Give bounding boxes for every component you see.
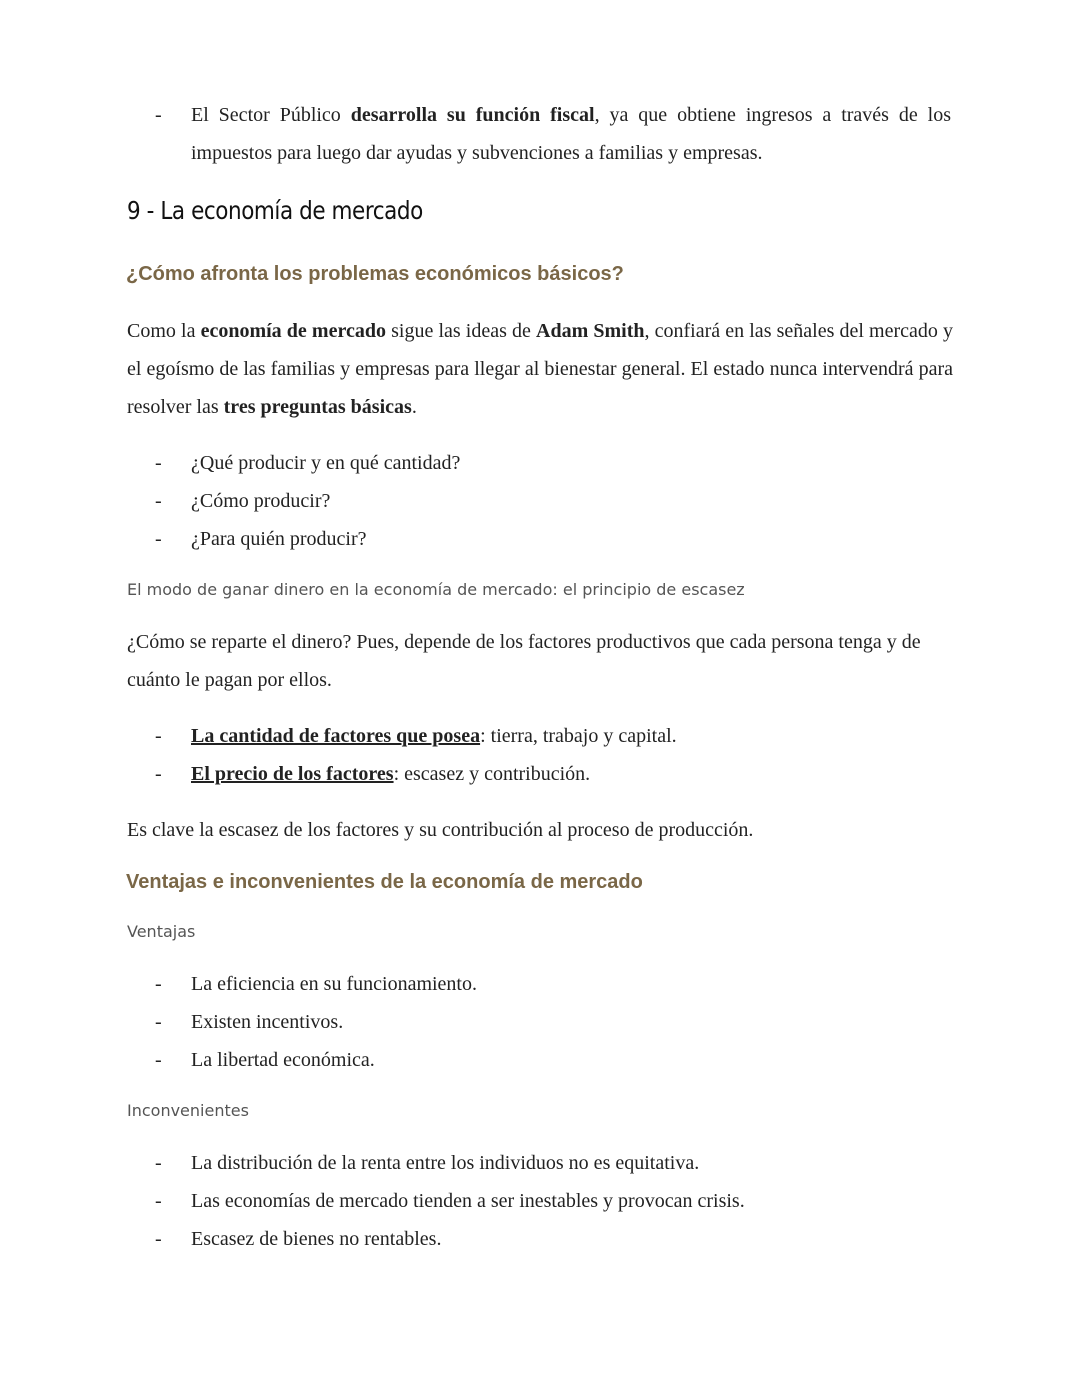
clave-paragraph: Es clave la escasez de los factores y su contribución al proceso de producción. <box>127 819 754 841</box>
list-item: - El precio de los factores: escasez y contribución. <box>155 755 955 793</box>
list-item: - Las economías de mercado tienden a ser inestables y provocan crisis. <box>155 1182 955 1220</box>
ventajas-section-heading: Ventajas e inconvenientes de la economía de mercado <box>126 871 643 893</box>
questions-list <box>155 444 955 558</box>
dash-bullet: - <box>155 1152 162 1174</box>
factors-list <box>155 717 955 793</box>
dash-bullet: - <box>155 452 162 474</box>
dash-bullet: - <box>155 763 162 785</box>
list-item: - La distribución de la renta entre los individuos no es equitativa. <box>155 1144 955 1182</box>
dash-bullet: - <box>155 528 162 550</box>
dash-bullet: - <box>155 973 162 995</box>
dash-bullet: - <box>155 104 162 126</box>
list-item: - ¿Qué producir y en qué cantidad? <box>155 444 955 482</box>
dash-bullet: - <box>155 490 162 512</box>
list-item: - El Sector Público desarrolla su función fiscal, ya que obtiene ingresos a través de los impuestos para luego dar ayudas y subvenciones a familias y empresas. <box>155 96 951 172</box>
question-heading: ¿Cómo afronta los problemas económicos básicos? <box>126 263 624 285</box>
list-item: - Escasez de bienes no rentables. <box>155 1220 955 1258</box>
list-item: - La eficiencia en su funcionamiento. <box>155 965 955 1003</box>
ventajas-list <box>155 965 955 1079</box>
list-item: - La cantidad de factores que posea: tierra, trabajo y capital. <box>155 717 955 755</box>
ventajas-label: Ventajas <box>127 922 196 941</box>
dash-bullet: - <box>155 725 162 747</box>
list-item: - ¿Para quién producir? <box>155 520 955 558</box>
dash-bullet: - <box>155 1228 162 1250</box>
fiscal-list <box>155 96 951 172</box>
dash-bullet: - <box>155 1190 162 1212</box>
list-item: - La libertad económica. <box>155 1041 955 1079</box>
escasez-heading: El modo de ganar dinero en la economía de mercado: el principio de escasez <box>127 580 745 599</box>
inconvenientes-label: Inconvenientes <box>127 1101 249 1120</box>
reparto-paragraph: ¿Cómo se reparte el dinero? Pues, depende de los factores productivos que cada persona tenga y de cuánto le pagan por ellos. <box>127 631 921 691</box>
intro-paragraph: Como la economía de mercado sigue las ideas de Adam Smith, confiará en las señales del mercado y el egoísmo de las familias y empresas para llegar al bienestar general. El estado nunca intervendrá para resolver las tres preguntas básicas. <box>127 320 953 418</box>
inconvenientes-list <box>155 1144 955 1258</box>
dash-bullet: - <box>155 1049 162 1071</box>
list-item: - ¿Cómo producir? <box>155 482 955 520</box>
list-item: - Existen incentivos. <box>155 1003 955 1041</box>
dash-bullet: - <box>155 1011 162 1033</box>
section-title: 9 - La economía de mercado <box>127 196 423 225</box>
